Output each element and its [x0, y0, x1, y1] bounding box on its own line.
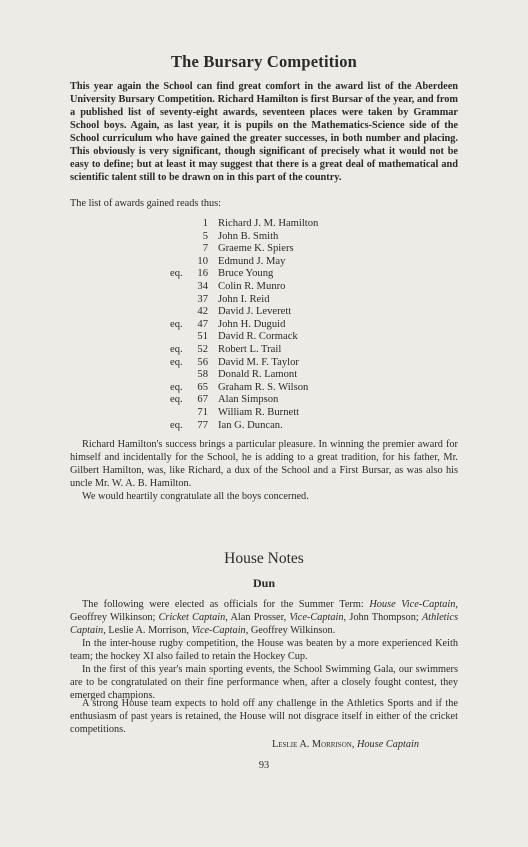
signature: [272, 738, 419, 751]
swimming-paragraph: In the first of this year's main sporting events, the School Swimming Gala, our swimmers are to be congratulated on their fine performance when, after a closely fought contest, they emerged champions.: [70, 664, 458, 701]
officials-name-1: , Geoffrey Wilkinson;: [70, 599, 458, 623]
officials-name-2: , Alan Prosser,: [225, 612, 290, 623]
award-name: John B. Smith: [218, 230, 279, 242]
award-row: [0, 256, 528, 269]
award-row: [0, 281, 528, 294]
award-row: [0, 294, 528, 307]
award-row: [0, 344, 528, 357]
award-place: 71: [197, 406, 208, 418]
award-row: [0, 382, 528, 395]
award-place: 37: [197, 293, 208, 305]
officials-name-4: , Leslie A. Morrison,: [103, 625, 192, 636]
award-row: [0, 420, 528, 433]
award-name: John I. Reid: [218, 293, 270, 305]
role-cricket-captain: Cricket Captain: [158, 612, 226, 623]
bursary-closing-paragraph: Richard Hamilton's success brings a particular pleasure. In winning the premier award for himself and incidentally for the School, he is adding to a great tradition, for his father, Mr. Gilbert Hamilton, was, like Richard, a dux of the School and a First Bursar, as was also his uncle Mr. W. A. B. Hamilton.: [70, 439, 458, 489]
award-name: Robert L. Trail: [218, 343, 282, 355]
award-name: Edmund J. May: [218, 255, 286, 267]
award-row: [0, 407, 528, 420]
award-name: Colin R. Munro: [218, 280, 286, 292]
award-row: [0, 369, 528, 382]
officials-name-5: , Geoffrey Wilkinson.: [245, 625, 336, 636]
award-name: David J. Leverett: [218, 306, 292, 318]
rugby-paragraph: In the inter-house rugby competition, the House was beaten by a more experienced Keith team; the hockey XI also failed to retain the Hockey Cup.: [70, 638, 458, 662]
award-equal-marker: eq.: [170, 343, 183, 355]
award-name: John H. Duguid: [218, 318, 286, 330]
award-name: William R. Burnett: [218, 406, 300, 418]
house-officials-paragraph: [70, 598, 458, 637]
award-place: 58: [197, 369, 208, 381]
award-row: [0, 268, 528, 281]
award-name: David M. F. Taylor: [218, 356, 299, 368]
awards-list: [0, 218, 528, 432]
award-row: [0, 243, 528, 256]
award-row: [0, 319, 528, 332]
award-place: 52: [197, 343, 208, 355]
award-row: [0, 357, 528, 370]
awards-list-intro: The list of awards gained reads thus:: [70, 198, 221, 209]
award-name: Bruce Young: [218, 268, 274, 280]
award-place: 42: [197, 306, 208, 318]
officials-lead: The following were elected as officials for the Summer Term:: [82, 599, 370, 610]
award-name: Graeme K. Spiers: [218, 243, 294, 255]
award-equal-marker: eq.: [170, 268, 183, 280]
award-equal-marker: eq.: [170, 356, 183, 368]
award-place: 77: [197, 419, 208, 431]
bursary-congratulations: We would heartily congratulate all the boys concerned.: [82, 491, 309, 502]
award-equal-marker: eq.: [170, 318, 183, 330]
award-name: Alan Simpson: [218, 394, 279, 406]
award-row: [0, 231, 528, 244]
award-name: Ian G. Duncan.: [218, 419, 283, 431]
award-equal-marker: eq.: [170, 394, 183, 406]
award-row: [0, 306, 528, 319]
award-place: 10: [197, 255, 208, 267]
role-cricket-vice-captain: Vice-Captain: [289, 612, 344, 623]
bursary-intro: This year again the School can find great comfort in the award list of the Aberdeen University Bursary Competition. Richard Hamilton is first Bursar of the year, and from a published list of seventy-eight awards, seventeen places were taken by Grammar School boys. Again, as last year, it is pupils on the Mathematics-Science side of the School curriculum who have gained the greater successes, in both number and placing. This obviously is very significant, though significant of precisely what it would not be easy to define; but at least it may suggest that there is a great deal of mathematical and scientific talent still to be drawn on in this part of the country.: [70, 81, 458, 183]
award-name: Graham R. S. Wilson: [218, 381, 309, 393]
award-place: 7: [202, 243, 208, 255]
award-place: 1: [202, 218, 208, 229]
award-row: [0, 218, 528, 231]
award-place: 5: [202, 230, 208, 242]
athletics-paragraph: A strong House team expects to hold off any challenge in the Athletics Sports and if the enthusiasm of past years is retained, the House will not disgrace itself in either of the cricket competitions.: [70, 698, 458, 735]
award-place: 51: [197, 331, 208, 343]
page-number: 93: [258, 760, 270, 771]
role-athletics-captain: Athletics Captain: [70, 612, 458, 636]
role-house-vice-captain: House Vice-Captain: [369, 599, 456, 610]
award-place: 34: [197, 280, 208, 292]
award-place: 67: [197, 394, 208, 406]
award-name: Richard J. M. Hamilton: [218, 218, 319, 229]
award-place: 65: [197, 381, 208, 393]
signature-role: House Captain: [356, 739, 420, 750]
award-place: 16: [197, 268, 208, 280]
officials-name-3: , John Thompson;: [343, 612, 422, 623]
award-row: [0, 331, 528, 344]
bursary-title: The Bursary Competition: [170, 52, 358, 71]
award-name: Donald R. Lamont: [218, 369, 298, 381]
house-name: Dun: [252, 576, 275, 590]
house-notes-title: House Notes: [224, 550, 304, 567]
award-place: 56: [197, 356, 208, 368]
role-athletics-vice-captain: Vice-Captain: [191, 625, 246, 636]
award-place: 47: [197, 318, 208, 330]
award-equal-marker: eq.: [170, 419, 183, 431]
signature-name: Leslie A. Morrison,: [272, 739, 355, 750]
award-row: [0, 394, 528, 407]
award-equal-marker: eq.: [170, 381, 183, 393]
award-name: David R. Cormack: [218, 331, 298, 343]
